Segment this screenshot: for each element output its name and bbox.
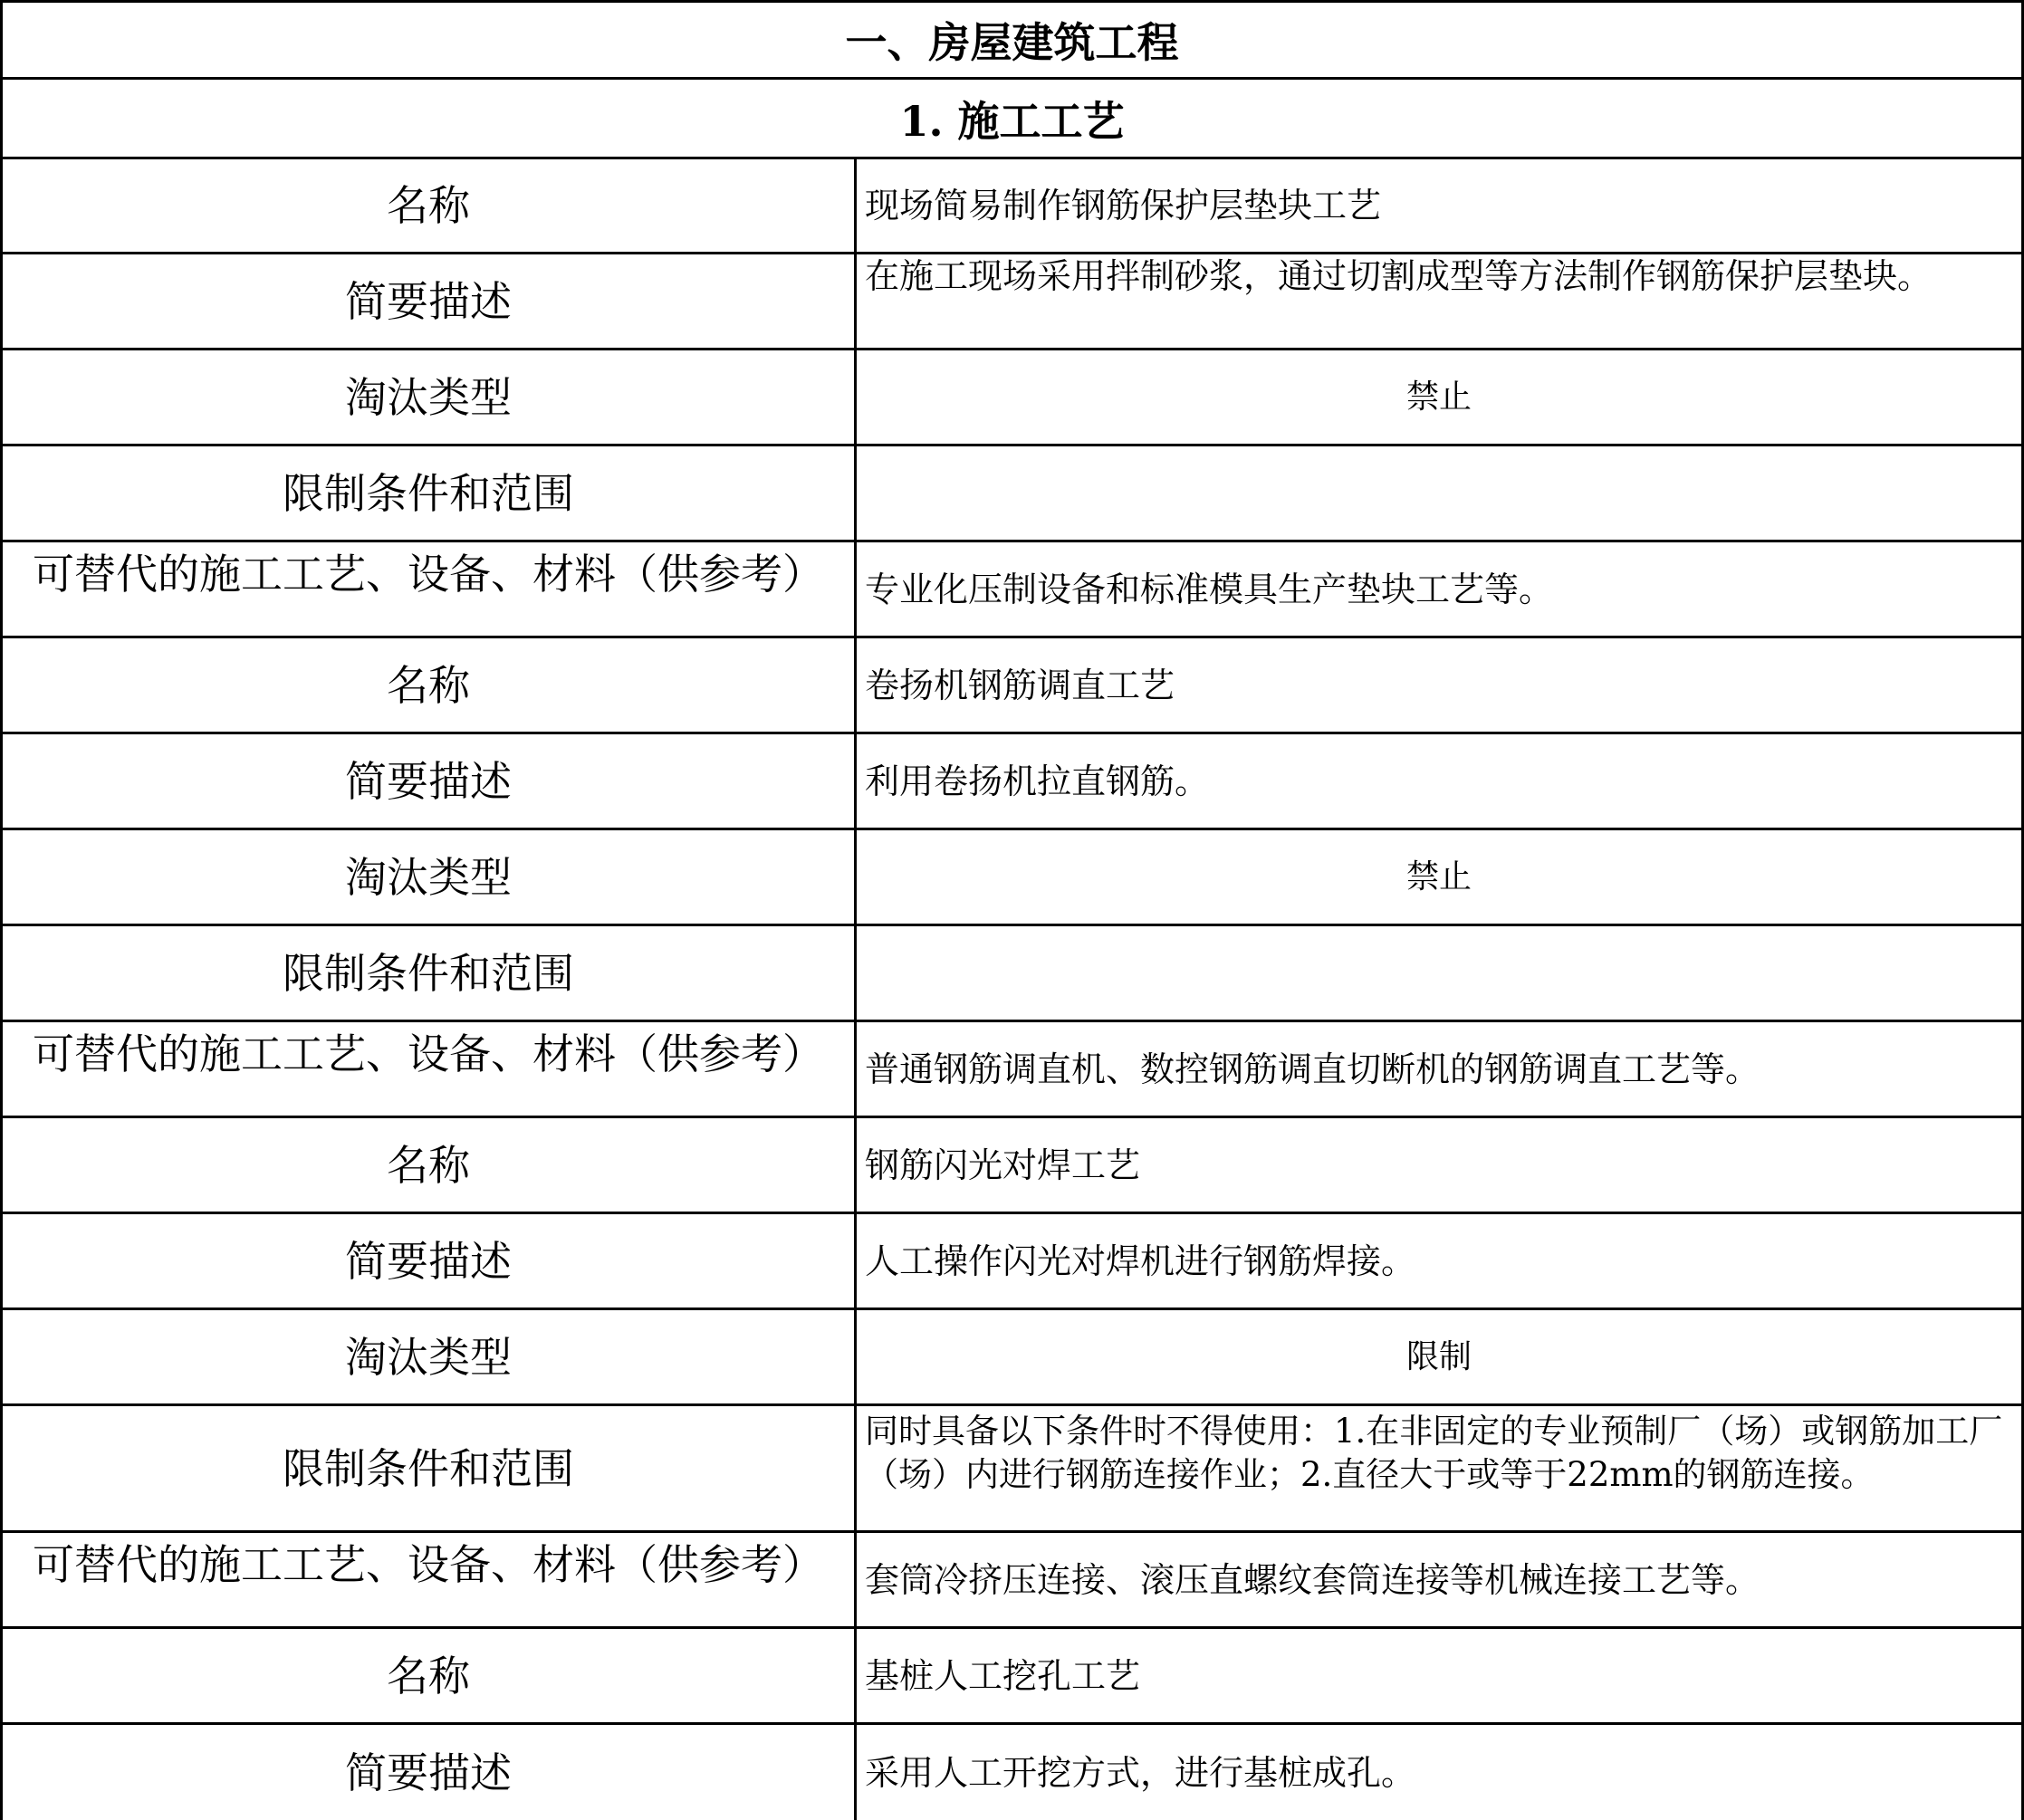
entry-desc: 利用卷扬机拉直钢筋。 [865,761,1210,801]
entry-alt: 专业化压制设备和标准模具生产垫块工艺等。 [865,569,1554,609]
label-desc: 简要描述 [345,1748,512,1797]
label-name: 名称 [387,1140,470,1190]
label-type: 淘汰类型 [345,1332,512,1382]
label-limit: 限制条件和范围 [283,468,574,518]
entry-type: 禁止 [1405,857,1472,896]
label-desc: 简要描述 [345,756,512,806]
label-name: 名称 [387,660,470,710]
entry-name: 卷扬机钢筋调直工艺 [865,665,1175,705]
label-desc: 简要描述 [345,276,512,326]
label-alt: 可替代的施工工艺、设备、材料（供参考） [33,550,824,599]
entry-alt: 套筒冷挤压连接、滚压直螺纹套筒连接等机械连接工艺等。 [865,1559,1760,1600]
label-desc: 简要描述 [345,1236,512,1286]
label-type: 淘汰类型 [345,372,512,422]
section-title: 一、房屋建筑工程 [845,18,1179,67]
label-name: 名称 [387,181,470,230]
label-type: 淘汰类型 [345,852,512,902]
entry-type: 限制 [1405,1337,1472,1375]
entry-alt: 普通钢筋调直机、数控钢筋调直切断机的钢筋调直工艺等。 [865,1049,1760,1089]
label-alt: 可替代的施工工艺、设备、材料（供参考） [33,1030,824,1078]
label-alt: 可替代的施工工艺、设备、材料（供参考） [33,1540,824,1589]
label-limit: 限制条件和范围 [283,1443,574,1493]
subsection-title: 1. 施工工艺 [899,96,1125,146]
entry-name: 钢筋闪光对焊工艺 [865,1145,1141,1185]
label-limit: 限制条件和范围 [283,948,574,998]
entry-desc: 人工操作闪光对焊机进行钢筋焊接。 [865,1240,1416,1281]
label-name: 名称 [387,1651,470,1700]
entry-limit [865,446,2015,540]
entry-type: 禁止 [1405,378,1472,416]
entry-limit [865,926,2015,1020]
entry-desc: 采用人工开挖方式，进行基桩成孔。 [865,1752,1416,1793]
entry-limit: 同时具备以下条件时不得使用：1.在非固定的专业预制厂（场）或钢筋加工厂（场）内进行钢筋连接作业；2.直径大于或等于22mm的钢筋连接。 [865,1412,2003,1494]
entry-name: 基桩人工挖孔工艺 [865,1655,1141,1696]
entry-name: 现场简易制作钢筋保护层垫块工艺 [865,186,1382,225]
entry-desc: 在施工现场采用拌制砂浆，通过切割成型等方法制作钢筋保护层垫块。 [865,256,1933,296]
